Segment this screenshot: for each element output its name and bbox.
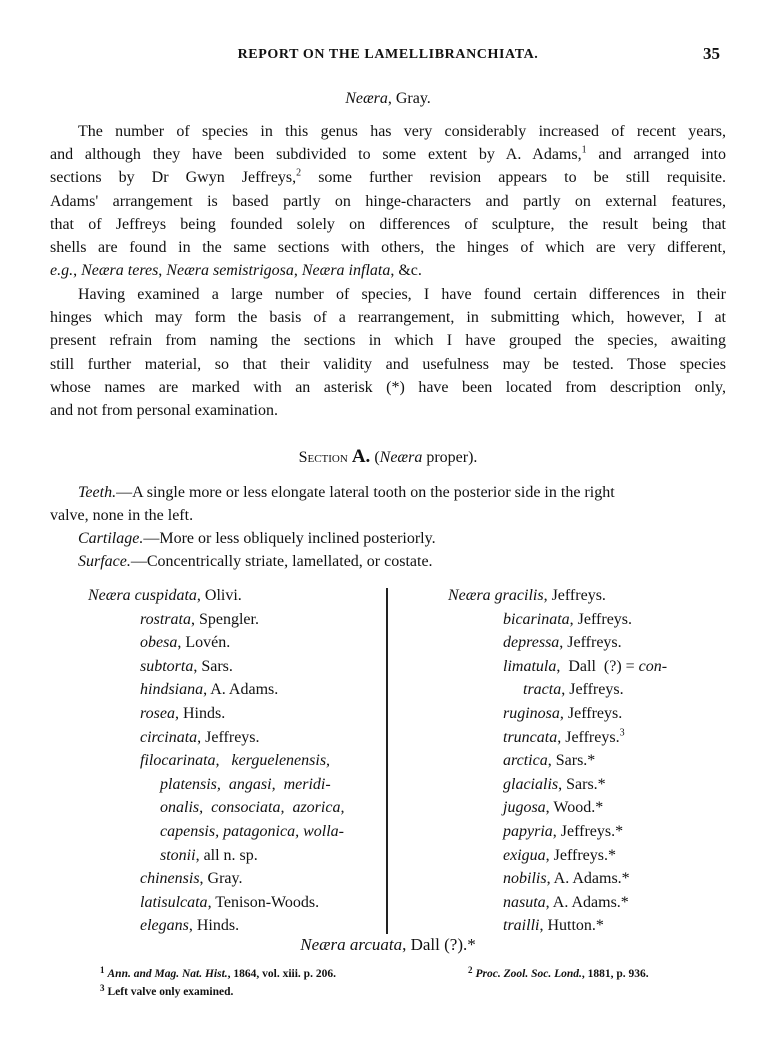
species-epithet: circinata — [140, 728, 198, 746]
species-teres: Neæra teres — [81, 262, 159, 280]
species-row — [448, 584, 718, 608]
species-author: , Spengler. — [190, 610, 259, 628]
species-row — [448, 749, 718, 773]
species-epithet: papyria — [503, 822, 553, 840]
species-author: , Jeffreys. — [543, 587, 606, 604]
species-epithet: arctica — [503, 752, 548, 770]
species-epithet: nobilis — [503, 870, 547, 888]
species-author: , Dall (?) = — [556, 657, 639, 675]
species-author: , Jeffreys. — [561, 681, 624, 699]
species-row — [88, 844, 378, 868]
species-epithet: platensis, angasi, meridi- — [160, 775, 331, 793]
species-row — [448, 820, 718, 844]
species-row — [88, 773, 378, 797]
teeth-line-2: valve, none in the left. — [50, 507, 194, 524]
species-author: , Sars.* — [547, 752, 596, 770]
species-author: , Tenison-Woods. — [207, 893, 320, 911]
species-inflata: Neæra inflata — [301, 262, 391, 280]
species-epithet: ruginosa — [503, 704, 560, 722]
species-epithet-synonym: con- — [638, 657, 668, 675]
section-definitions — [50, 481, 726, 573]
paragraph-2-line-5: whose names are marked with an asterisk (*) have been located from description only, — [50, 378, 726, 396]
species-author: , A. Adams. — [203, 681, 279, 699]
arcuata-name: Neæra arcuata — [300, 935, 403, 954]
species-row — [448, 631, 718, 655]
paragraph-1-line-2 — [50, 143, 726, 166]
species-author: , Jeffreys.* — [552, 822, 624, 840]
footnote-mark: 2 — [468, 965, 473, 975]
paragraph-1-line-6: shells are found in the same sections with others, the hinges of which are very different, — [50, 239, 726, 257]
species-epithet: jugosa — [503, 799, 546, 817]
species-author: , Jeffreys. — [559, 634, 622, 652]
footnote-2 — [468, 965, 649, 980]
species-author: , Hinds. — [174, 704, 226, 722]
species-author: , Hutton.* — [539, 917, 604, 935]
species-author: , A. Adams.* — [545, 893, 629, 911]
footnote-text: Left valve only examined. — [107, 986, 234, 998]
sep-1: , — [73, 262, 82, 280]
species-row — [88, 891, 378, 915]
surface-text: —Concentrically striate, lamellated, or costate. — [130, 553, 433, 570]
species-row — [448, 726, 718, 750]
species-row — [448, 844, 718, 868]
species-row — [88, 655, 378, 679]
surface-label: Surface. — [78, 553, 131, 570]
species-row — [448, 867, 718, 891]
species-row — [448, 678, 718, 702]
species-list-left — [88, 584, 378, 938]
species-row — [448, 702, 718, 726]
species-epithet: rostrata — [140, 610, 191, 628]
paragraph-1-line-4: Adams' arrangement is based partly on hinge-characters and partly on external features, — [50, 192, 726, 210]
page-number: 35 — [703, 44, 720, 63]
cartilage-line — [50, 527, 726, 550]
paragraph-2-line-1: Having examined a large number of species, I have found certain differences in their — [78, 286, 726, 303]
teeth-text-1: —A single more or less elongate lateral tooth on the posterior side in the right — [116, 484, 615, 501]
species-epithet: exigua — [503, 846, 546, 864]
section-heading — [0, 446, 776, 468]
species-epithet: bicarinata — [503, 610, 570, 628]
species-epithet: tracta — [523, 681, 562, 699]
cartilage-text: —More or less obliquely inclined posteriorly. — [143, 530, 436, 547]
species-row — [88, 631, 378, 655]
genus-heading — [0, 90, 776, 108]
etc: , &c. — [390, 262, 422, 280]
species-list-right — [448, 584, 718, 938]
species-epithet: cuspidata — [130, 587, 197, 604]
species-row — [88, 608, 378, 632]
paragraph-1-line-3 — [50, 166, 726, 189]
species-row — [448, 608, 718, 632]
footnote-1 — [100, 965, 336, 980]
species-author: , all n. sp. — [195, 846, 258, 864]
species-row — [88, 584, 378, 608]
footnote-journal: Ann. and Mag. Nat. Hist. — [107, 968, 228, 980]
species-author: , Sars. — [193, 657, 233, 675]
species-row — [88, 820, 378, 844]
para1-l2a: and although they have been subdivided to some extent by A. Adams, — [50, 146, 582, 164]
species-epithet: stonii — [160, 846, 196, 864]
arcuata-entry — [0, 935, 776, 955]
footnote-ref-1: 1 — [581, 144, 587, 156]
footnote-mark: 3 — [100, 983, 105, 993]
surface-line — [50, 550, 726, 573]
species-epithet: subtorta — [140, 657, 194, 675]
species-author: , Wood.* — [545, 799, 604, 817]
genus-name: Neæra — [88, 587, 131, 604]
species-row — [88, 867, 378, 891]
species-epithet: glacialis — [503, 775, 559, 793]
paragraph-1-line-7 — [50, 259, 726, 282]
species-epithet: limatula — [503, 657, 557, 675]
section-genus: Neæra — [379, 449, 423, 466]
genus-name: Neæra — [448, 587, 491, 604]
species-row — [448, 655, 718, 679]
species-epithet: hindsiana — [140, 681, 204, 699]
species-row — [88, 678, 378, 702]
section-open: ( — [370, 449, 380, 466]
species-author: , Jeffreys. — [197, 728, 260, 746]
footnote-ref-2: 2 — [296, 168, 302, 180]
genus-heading-name: Neæra — [345, 90, 388, 107]
paragraph-2-line-6: and not from personal examination. — [50, 402, 278, 420]
species-author: , Jeffreys. — [557, 728, 620, 746]
species-epithet: capensis, patagonica, wolla- — [160, 822, 344, 840]
footnote-3 — [100, 983, 233, 998]
species-epithet: elegans — [140, 917, 189, 935]
genus-heading-author: , Gray. — [387, 90, 431, 107]
species-author: , Jeffreys.* — [545, 846, 617, 864]
footnote-mark: 1 — [100, 965, 105, 975]
species-row — [88, 749, 378, 773]
species-row — [88, 726, 378, 750]
teeth-line-1 — [50, 481, 726, 504]
para1-l3a: sections by Dr Gwyn Jeffreys, — [50, 169, 297, 187]
species-author: , Olivi. — [196, 587, 242, 604]
species-epithet: rosea — [140, 704, 175, 722]
para1-l3b: some further revision appears to be still requisite. — [301, 169, 726, 187]
species-author: , Jeffreys. — [559, 704, 623, 722]
species-row — [448, 773, 718, 797]
species-author: , A. Adams.* — [546, 870, 630, 888]
species-epithet: depressa — [503, 634, 560, 652]
footnote-ref-3: 3 — [619, 727, 625, 739]
footnote-citation: , 1881, p. 936. — [581, 968, 649, 980]
species-epithet: trailli — [503, 917, 540, 935]
cartilage-label: Cartilage. — [78, 530, 144, 547]
species-semistrigosa: Neæra semistrigosa — [166, 262, 294, 280]
eg: e.g. — [50, 262, 74, 280]
footnote-journal: Proc. Zool. Soc. Lond. — [475, 968, 582, 980]
teeth-label: Teeth. — [78, 484, 117, 501]
species-epithet: onalis, consociata, azorica, — [160, 799, 345, 817]
species-row — [88, 702, 378, 726]
paragraph-2-line-3: present refrain from naming the sections in which I have grouped the species, awaiting — [50, 332, 726, 350]
paragraph-2 — [50, 283, 726, 422]
species-row — [448, 891, 718, 915]
species-epithet: chinensis — [140, 870, 200, 888]
paragraph-1 — [50, 120, 726, 282]
footnote-citation: , 1864, vol. xiii. p. 206. — [227, 968, 336, 980]
sep-2: , — [158, 262, 167, 280]
running-title: REPORT ON THE LAMELLIBRANCHIATA. — [237, 47, 539, 62]
species-row — [448, 796, 718, 820]
section-letter: A. — [351, 446, 371, 467]
paragraph-1-line-5: that of Jeffreys being founded solely on differences of sculpture, the result being that — [50, 215, 726, 233]
species-author: , Lovén. — [177, 634, 231, 652]
species-author: , Jeffreys. — [569, 610, 633, 628]
section-close: proper). — [422, 449, 478, 466]
paragraph-2-line-2: hinges which may form the basis of a rearrangement, in submitting which, however, I at — [50, 309, 726, 327]
arcuata-author: , Dall (?).* — [402, 935, 476, 954]
species-epithet: nasuta — [503, 893, 546, 911]
species-author: , Gray. — [199, 870, 243, 888]
species-epithet: latisulcata — [140, 893, 208, 911]
species-epithet: filocarinata, kerguelenensis, — [140, 752, 331, 770]
section-prefix: Section — [298, 449, 348, 466]
species-epithet: truncata — [503, 728, 558, 746]
paragraph-2-line-4: still further material, so that their validity and usefulness may be tested. Those species — [50, 355, 726, 373]
paragraph-1-line-1: The number of species in this genus has very considerably increased of recent years, — [78, 123, 726, 140]
species-epithet: obesa — [140, 634, 178, 652]
species-author: , Sars.* — [558, 775, 606, 793]
species-epithet: gracilis — [490, 587, 544, 604]
column-divider — [386, 588, 388, 934]
sep-3: , — [293, 262, 302, 280]
species-row — [88, 796, 378, 820]
para1-l2b: and arranged into — [586, 146, 726, 164]
species-author: , Hinds. — [188, 917, 240, 935]
